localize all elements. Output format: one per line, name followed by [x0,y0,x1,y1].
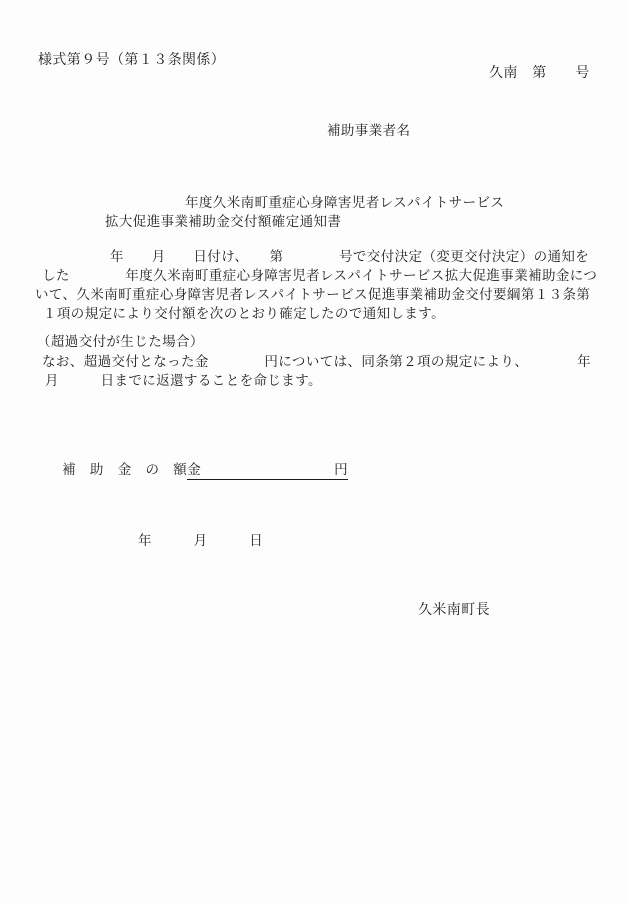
issue-date-line: 年 月 日 [138,533,264,548]
mayor-signature-label: 久米南町長 [418,603,490,618]
body-paragraph-line-3: いて、久米南町重症心身障害児者レスパイトサービス促進事業補助金交付要綱第１３条第 [35,287,591,302]
form-number-label: 様式第９号（第１３条関係） [38,53,226,68]
subsidy-amount-row [47,446,348,496]
amount-blank-field [201,473,334,474]
excess-payment-case-heading: （超過交付が生じた場合） [37,334,204,349]
excess-payment-clause-line-2: 月 日までに返還することを命じます。 [45,373,322,388]
body-paragraph-line-2: した 年度久米南町重症心身障害児者レスパイトサービス拡大促進事業補助金につ [42,268,598,283]
recipient-name-label: 補助事業者名 [327,123,411,138]
document-title-line-1: 年度久米南町重症心身障害児者レスパイトサービス [185,195,505,210]
subsidy-amount-fill-line [187,462,348,480]
document-title-line-2: 拡大促進事業補助金交付額確定通知書 [105,214,342,229]
document-number-line: 久南 第 号 [489,66,590,81]
body-paragraph-line-1: 年 月 日付け、 第 号で交付決定（変更交付決定）の通知を [110,249,590,264]
body-paragraph-line-4: １項の規定により交付額を次のとおり確定したので通知します。 [43,306,446,321]
amount-unit-yen: 円 [334,462,349,477]
amount-currency-prefix: 金 [187,462,202,477]
excess-payment-clause-line-1: なお、超過交付となった金 円については、同条第２項の規定により、 年 [42,354,591,369]
subsidy-amount-label: 補 助 金 の 額 [62,462,188,477]
